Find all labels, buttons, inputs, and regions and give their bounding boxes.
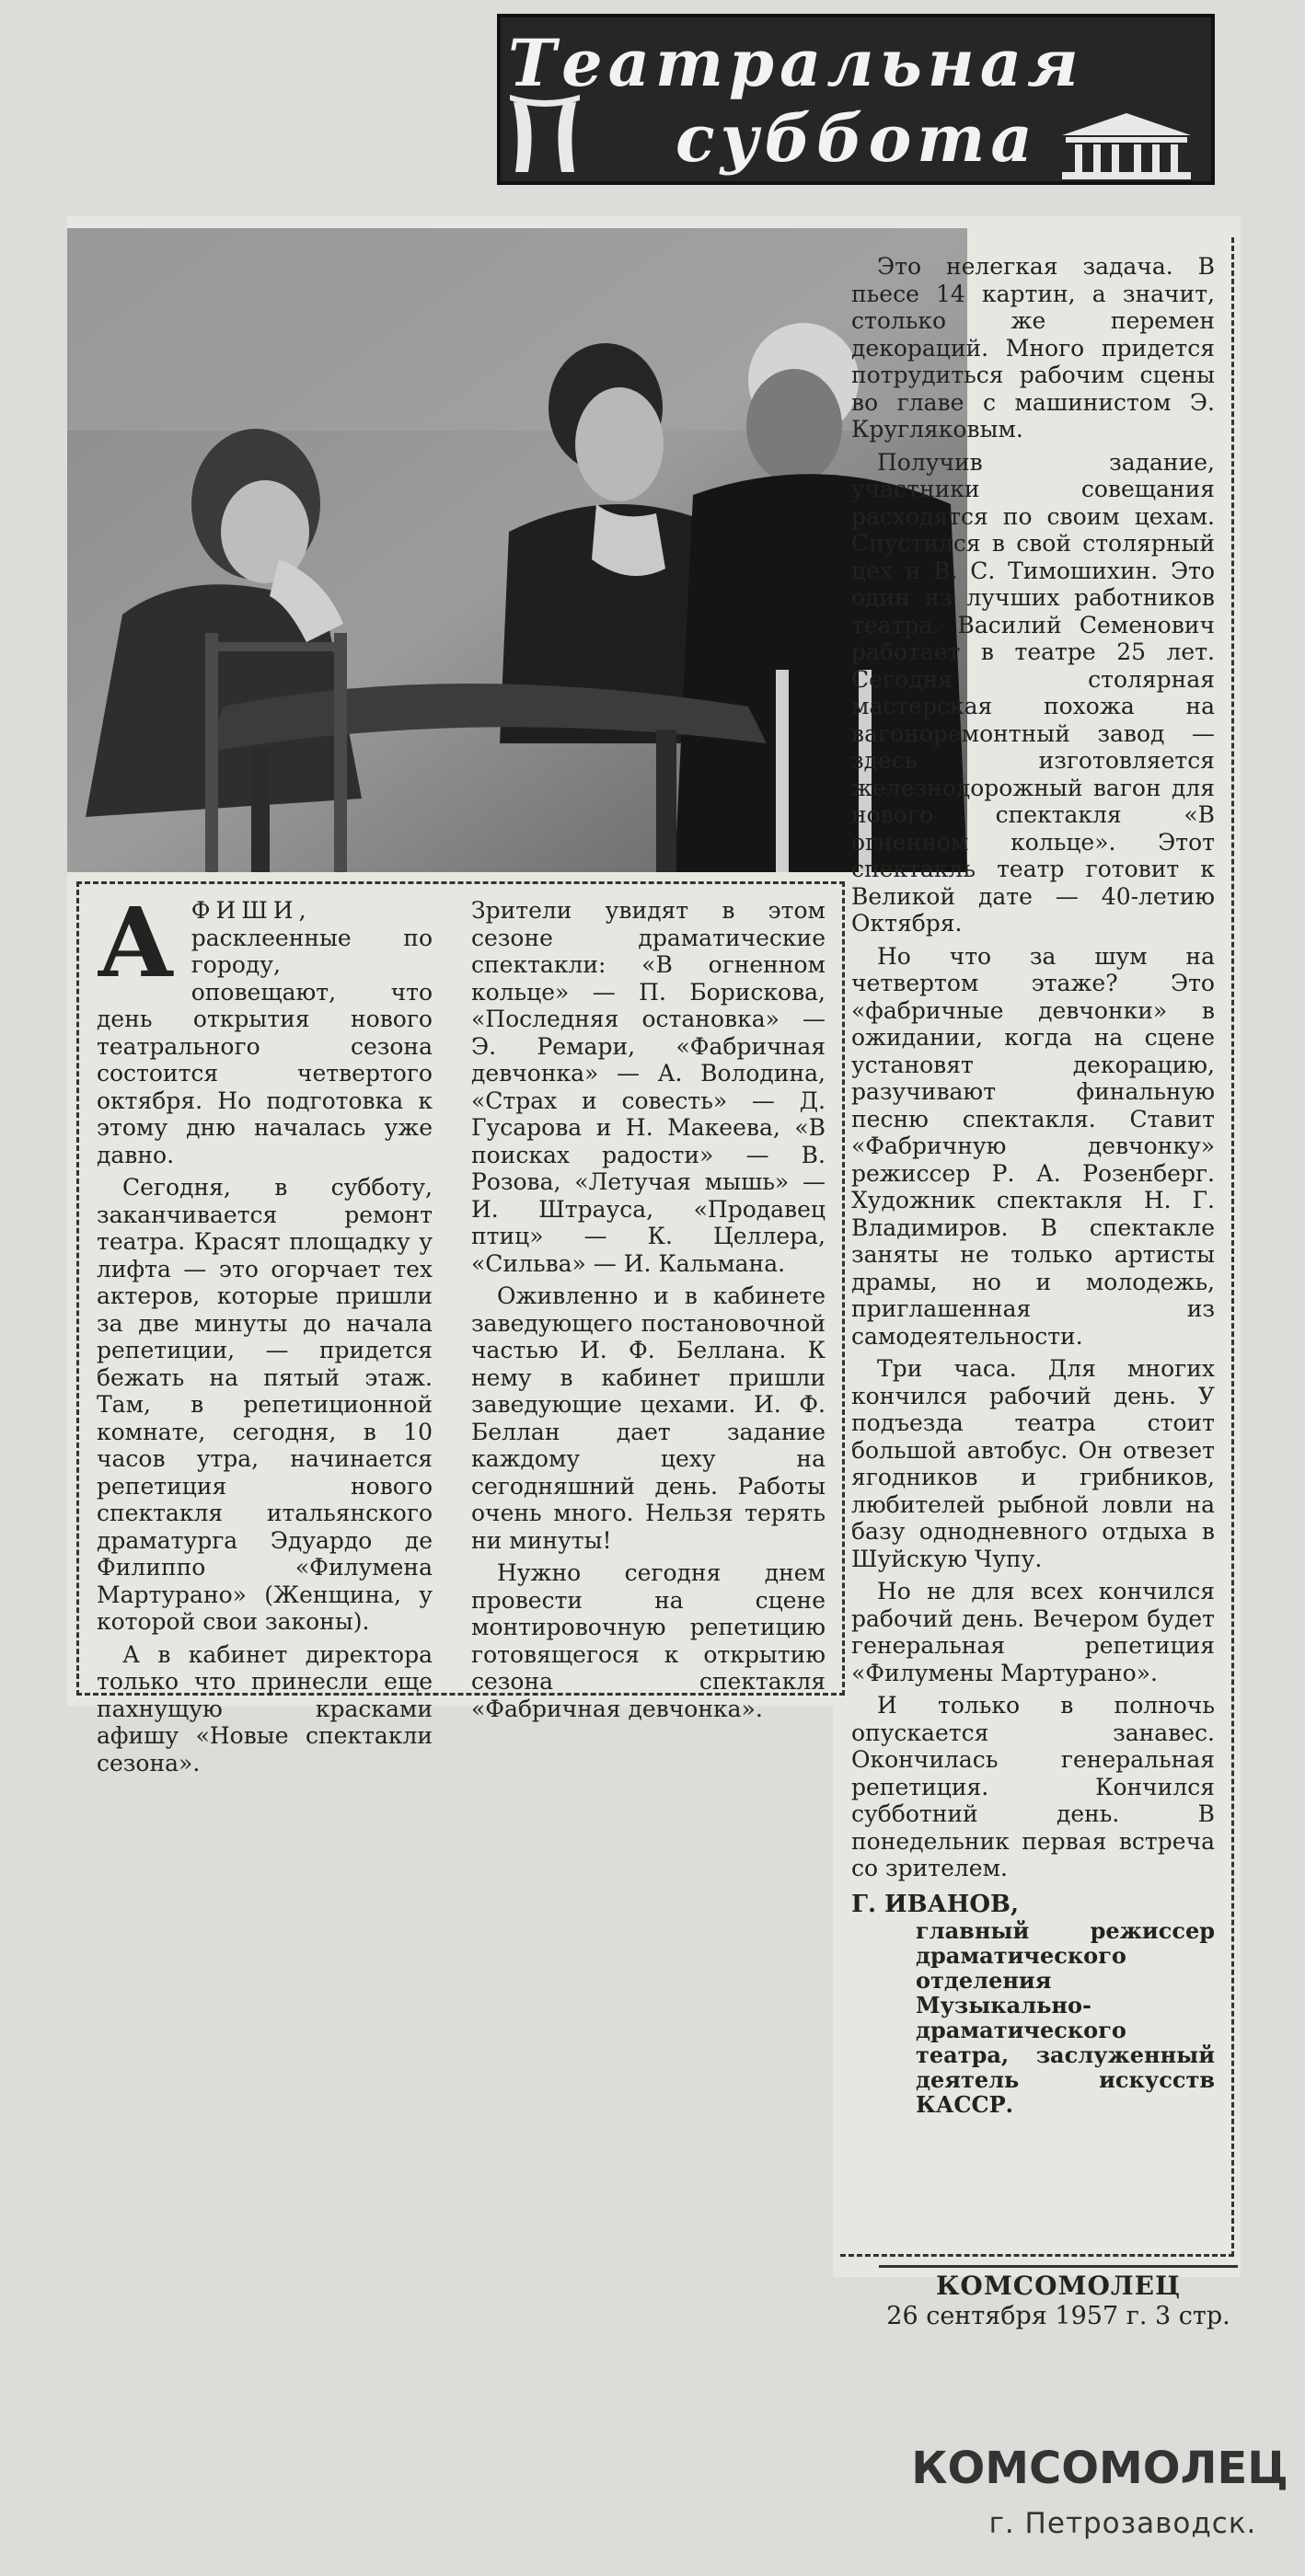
- rehearsal-photo: [67, 228, 967, 872]
- paragraph: Сегодня, в субботу, заканчивается ремонт театра. Красят площадку у лифта — это огорчает тех актеров, которые пришли за две минуты до начала репетиции, — придется бежать на пятый этаж. Там, в репетиционной комнате, сегодня, в 10 часов утра, начинается репетиция нового спектакля итальянского драматурга Эдуардо де Филиппо «Филумена Мартурано» (Женщина, у которой свои законы).: [97, 1174, 433, 1635]
- lead-paragraph: [97, 886, 433, 1168]
- header-banner: [497, 14, 1215, 185]
- curtain-icon: [508, 93, 582, 176]
- paragraph: Три часа. Для многих кончился рабочий день. У подъезда театра стоит большой автобус. Он отвезет ягодников и грибников, любителей рыбной ловли на базу однодневного отдыха в Шуйскую Чупу.: [851, 1355, 1215, 1572]
- paragraph: А в кабинет директора только что принесли еще пахнущую красками афишу «Новые спектакли сезона».: [97, 1640, 433, 1777]
- author-name: Г. ИВАНОВ,: [851, 1890, 1020, 1918]
- source-divider: [879, 2265, 1238, 2268]
- source-newspaper: КОМСОМОЛЕЦ: [935, 2271, 1182, 2301]
- paragraph: Зрители увидят в этом сезоне драматические спектакли: «В огненном кольце» — П. Борискова, «Последняя остановка» — Э. Ремари, «Фабричная девчонка» — А. Володина, «Страх и совесть» — Д. Гусарова и Н. Макеева, «В поисках радости» — В. Розова, «Летучая мышь» — И. Штрауса, «Продавец птиц» — К. Целлера, «Сильва» — И. Кальмана.: [471, 897, 826, 1277]
- article-column-3: [851, 253, 1215, 2117]
- paragraph: И только в полночь опускается занавес. Окончилась генеральная репетиция. Кончился субботний день. В понедельник первая встреча со зрителем.: [851, 1692, 1215, 1881]
- header-title-line2: суббота: [676, 100, 1038, 177]
- archive-stamp-name: КОМСОМОЛЕЦ: [911, 2443, 1288, 2494]
- paragraph: Нужно сегодня днем провести на сцене монтировочную репетицию готовящегося к открытию сезона спектакля «Фабричная девчонка».: [471, 1559, 826, 1722]
- paragraph: расклеенные по городу, оповещают, что день открытия нового театрального сезона состоится четвертого октября. Но подготовка к этому дню началась уже давно.: [97, 924, 433, 1168]
- paragraph: Оживленно и в кабинете заведующего постановочной частью И. Ф. Беллана. К нему в кабинет пришли заведующие цехами. И. Ф. Беллан дает задание каждому цеху на сегодняшний день. Работы очень много. Нельзя терять ни минуты!: [471, 1282, 826, 1554]
- paragraph: Но что за шум на четвертом этаже? Это «фабричные девчонки» в ожидании, когда на сцене установят декорацию, разучивают финальную песню спектакля. Ставит «Фабричную девчонку» режиссер Р. А. Розенберг. Художник спектакля Н. Г. Владимиров. В спектакле заняты не только артисты драмы, но и молодежь, приглашенная из самодеятельности.: [851, 942, 1215, 1350]
- lead-first-word: ФИШИ,: [191, 897, 312, 924]
- paragraph: Получив задание, участники совещания расходятся по своим цехам. Спустился в свой столярный цех и В. С. Тимошихин. Это один из лучших работников театра. Василий Семенович работает в театре 25 лет. Сегодня столярная мастерская похожа на вагоноремонтный завод — здесь изготовляется железнодорожный вагон для нового спектакля «В огненном кольце». Этот спектакль театр готовит к Великой дате — 40-летию Октября.: [851, 448, 1215, 937]
- drop-cap: А: [97, 886, 175, 999]
- paragraph: Это нелегкая задача. В пьесе 14 картин, а значит, столько же перемен декораций. Много придется потрудиться рабочим сцены во главе с машинистом Э. Кругляковым.: [851, 253, 1215, 443]
- photo-illustration: [67, 228, 967, 872]
- article-column-2: [471, 897, 826, 1728]
- paragraph: Но не для всех кончился рабочий день. Вечером будет генеральная репетиция «Филумены Мартурано».: [851, 1578, 1215, 1686]
- header-title-line1: Театральная: [508, 25, 1084, 101]
- article-column-1: [97, 886, 433, 1782]
- author-title: главный режиссер драматического отделения Музыкально-драматического театра, заслуженный деятель искусств КАССР.: [916, 1917, 1215, 2118]
- theater-building-icon: [1053, 108, 1200, 181]
- source-date: 26 сентября 1957 г. 3 стр.: [886, 2302, 1230, 2330]
- archive-stamp-city: г. Петрозаводск.: [988, 2507, 1257, 2540]
